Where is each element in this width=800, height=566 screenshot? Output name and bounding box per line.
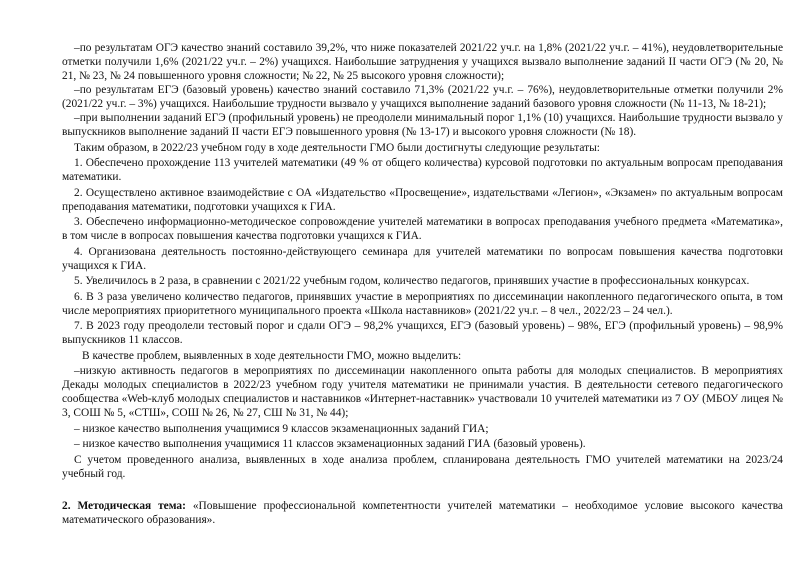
result-item: 7. В 2023 году преодолели тестовый порог и сдали ОГЭ – 98,2% учащихся, ЕГЭ (базовый уровень) – 98%, ЕГЭ (профильный уровень) – 98,9% выпускников 11 классов.: [62, 320, 783, 346]
result-item: 5. Увеличилось в 2 раза, в сравнении с 2021/22 учебным годом, количество педагогов, принявших участие в профессиональных конкурсах.: [74, 275, 750, 287]
conclusion-paragraph: С учетом проведенного анализа, выявленных в ходе анализа проблем, спланирована деятельность ГМО учителей математики на 2023/24 учебный год.: [62, 453, 783, 480]
paragraph-ege-basic-results: –по результатам ЕГЭ (базовый уровень) качество знаний составило 71,3% (2021/22 уч.г. – 76%), неудовлетворительные отметки получили 2% (2021/22 уч.г. – 3%) учащихся. Наибольшие трудности вызвало у учащихся выполнение заданий базового уровня сложности (№ 11-13, № 18-21);: [62, 84, 783, 110]
paragraph-results-intro: Таким образом, в 2022/23 учебном году в ходе деятельности ГМО были достигнуты следующие результаты:: [74, 141, 600, 154]
result-item: 3. Обеспечено информационно-методическое сопровождение учителей математики в вопросах преподавания учебного предмета «Математика», в том числе в вопросах повышения качества подготовки учащихся к ГИА.: [62, 216, 783, 242]
document-page: [62, 41, 783, 527]
paragraph-ege-profile-results: –при выполнении заданий ЕГЭ (профильный уровень) не преодолели минимальный порог 1,1% (10) учащихся. Наибольшие трудности вызвало у выпускников выполнение заданий II части ЕГЭ повышенного уровня (№ 13-17) и высокого уровня сложности (№ 18).: [62, 112, 784, 138]
section-text: «Повышение профессиональной компетентности учителей математики – необходимое условие высокого качества математического образования».: [62, 499, 783, 526]
result-item: 6. В 3 раза увеличено количество педагогов, принявших участие в мероприятиях по диссеминации накопленного педагогического опыта, в том числе мероприятиях приоритетного муниципального проекта «Школа наставников» (2021/22 уч.г. – 8 чел., 2022/23 – 24 чел.).: [62, 290, 783, 317]
result-item: 4. Организована деятельность постоянно-действующего семинара для учителей математики по вопросам повышения качества подготовки учащихся к ГИА.: [62, 245, 783, 272]
problem-item: –низкую активность педагогов в мероприятиях по диссеминации накопленного опыта работы для молодых специалистов. В мероприятиях Декады молодых специалистов в 2022/23 учебном году учителя математики не принимали участия. В деятельности сетевого педагогического сообщества «Web-клуб молодых специалистов и наставников «Интернет-наставник» участвовали 10 учителей математики из 7 ОУ (МБОУ лицея № 3, СОШ № 5, «СТШ», СОШ № 26, № 27, СШ № 31, № 44);: [62, 365, 783, 419]
problems-intro: В качестве проблем, выявленных в ходе деятельности ГМО, можно выделить:: [82, 349, 462, 362]
paragraph-oge-results: –по результатам ОГЭ качество знаний составило 39,2%, что ниже показателей 2021/22 уч.г. на 1,8% (2021/22 уч.г. – 41%), неудовлетворительные отметки получили 1,6% (2021/22 уч.г. – 2%) учащихся. Наибольшие затруднения у учащихся вызвало выполнение заданий II части ОГЭ (№ 20, № 21, № 23, № 24 повышенного уровня сложности; № 22, № 25 высокого уровня сложности);: [62, 42, 783, 82]
section-heading: [62, 499, 783, 527]
result-item: 1. Обеспечено прохождение 113 учителей математики (49 % от общего количества) курсовой подготовки по актуальным вопросам преподавания математики.: [62, 157, 783, 183]
problem-item: – низкое качество выполнения учащимися 9 классов экзаменационных заданий ГИА;: [74, 422, 489, 435]
section-label: 2. Методическая тема:: [62, 499, 186, 512]
problem-item: – низкое качество выполнения учащимися 11 классов экзаменационных заданий ГИА (базовый уровень).: [74, 438, 586, 450]
result-item: 2. Осуществлено активное взаимодействие с ОА «Издательство «Просвещение», издательствами «Легион», «Экзамен» по актуальным вопросам преподавания математики, подготовки учащихся к ГИА.: [62, 186, 783, 213]
